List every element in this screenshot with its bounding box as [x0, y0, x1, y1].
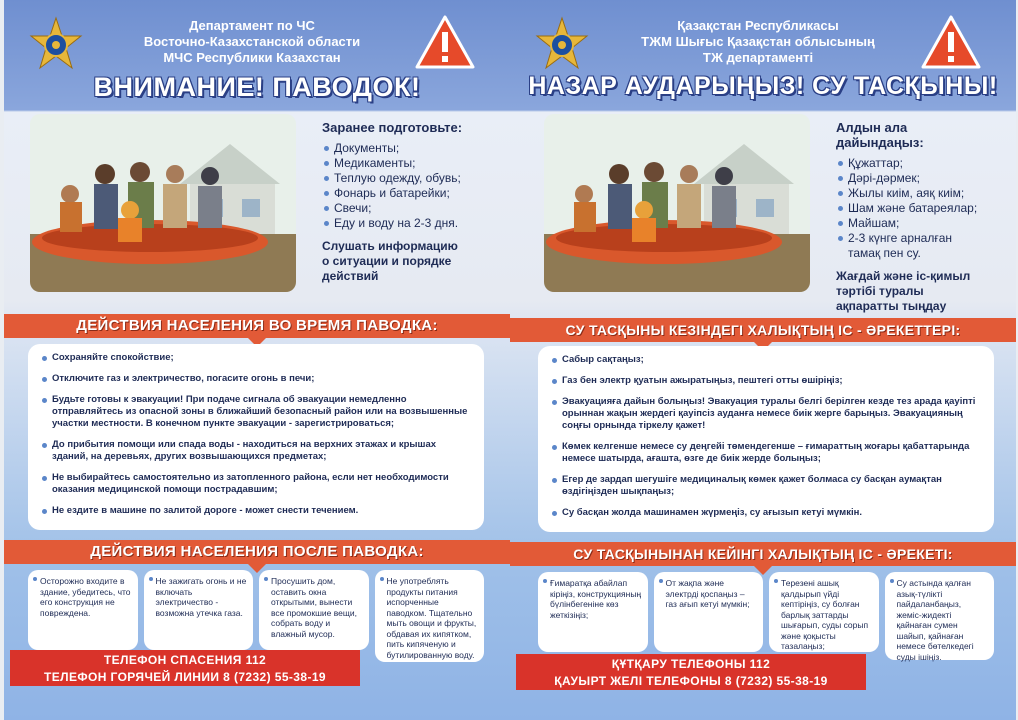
list-item: Документы;: [334, 141, 502, 156]
flood-rescue-illustration: [30, 114, 296, 292]
rescue-phone: ҚҰТҚАРУ ТЕЛЕФОНЫ 112: [611, 657, 771, 671]
list-item: Не ездите в машине по залитой дороге - может снести течением.: [42, 505, 472, 517]
department-line: ТЖ департаменті: [702, 50, 814, 65]
department-line: Қазақстан Республикасы: [677, 18, 839, 33]
department-name: [99, 18, 405, 66]
list-item: 2-3 күнге арналған тамақ пен су.: [848, 231, 968, 261]
preparation-title: Заранее подготовьте:: [322, 120, 463, 135]
phone-numbers-banner: [10, 650, 360, 686]
after-card: Просушить дом, оставить окна открытыми, вынести все промокшие вещи, собрать воду и влажный мусор.: [259, 570, 369, 650]
phone-numbers-banner: [516, 654, 866, 690]
preparation-block: [836, 120, 1006, 314]
list-item: Эвакуацияға дайын болыңыз! Эвакуация туралы белгі берілген кезде тез арада қауіпті орыннан жақын жердегі қауіпсіз ауданға немесе биік жерге барыңыз. Эвакуацияның соңғы орнында тіркелу қажет!: [552, 396, 982, 432]
list-item: Будьте готовы к эвакуации! При подаче сигнала об эвакуации немедленно отправляйтесь из опасной зоны в ближайший безопасный район или на возвышенные участки местности. В конечном пункте эвакуации - зарегистрироваться;: [42, 394, 472, 430]
after-card: Осторожно входите в здание, убедитесь, что его конструкция не повреждена.: [28, 570, 138, 650]
after-card: Не зажигать огонь и не включать электричество - возможна утечка газа.: [144, 570, 254, 650]
list-item: Газ бен электр қуатын ажыратыңыз, пештегі отты өшіріңіз;: [552, 375, 982, 387]
department-line: Департамент по ЧС: [189, 18, 315, 33]
list-item: Дәрі-дәрмек;: [848, 171, 1006, 186]
emergency-emblem-icon: [532, 16, 592, 76]
list-item: Сохраняйте спокойствие;: [42, 352, 472, 364]
list-item: До прибытия помощи или спада воды - находиться на верхних этажах и крышах зданий, на деревьях, других возвышающихся предметах;: [42, 439, 472, 463]
after-flood-title: ДЕЙСТВИЯ НАСЕЛЕНИЯ ПОСЛЕ ПАВОДКА:: [4, 540, 510, 564]
list-item: Фонарь и батарейки;: [334, 186, 502, 201]
preparation-block: [322, 120, 502, 284]
hotline-phone: ТЕЛЕФОН ГОРЯЧЕЙ ЛИНИИ 8 (7232) 55-38-19: [44, 670, 326, 684]
leaflet-russian: [4, 0, 510, 720]
during-flood-title: ДЕЙСТВИЯ НАСЕЛЕНИЯ ВО ВРЕМЯ ПАВОДКА:: [4, 314, 510, 338]
listen-info-text: Слушать информацию о ситуации и порядке действий: [322, 239, 458, 283]
leaflet-header: [510, 0, 1016, 110]
list-item: Теплую одежду, обувь;: [334, 171, 502, 186]
after-card: Не употреблять продукты питания испорченные паводком. Тщательно мыть овощи и фрукты, обдавая их кипятком, пить кипяченую и бутилированную воду.: [375, 570, 485, 662]
after-card: Терезені ашық қалдырып үйді кептіріңіз, су болған барлық заттарды шығарып, суды сорып және қоқысты тазалаңыз;: [769, 572, 879, 652]
list-item: Су басқан жолда машинамен жүрмеңіз, су ағызып кетуі мүмкін.: [552, 507, 982, 519]
listen-info-text: Жағдай және іс-қимыл тәртібі туралы ақпаратты тыңдау: [836, 269, 971, 313]
list-item: Свечи;: [334, 201, 502, 216]
department-name: [605, 18, 911, 66]
leaflet-header: [4, 0, 510, 110]
list-item: Жылы киім, аяқ киім;: [848, 186, 1006, 201]
preparation-list: [322, 141, 502, 231]
list-item: Сабыр сақтаңыз;: [552, 354, 982, 366]
during-flood-list: [538, 346, 994, 532]
list-item: Шам және батареялар;: [848, 201, 1006, 216]
list-item: Құжаттар;: [848, 156, 1006, 171]
list-item: Егер де зардап шегушіге медициналық көмек қажет болмаса су басқан аумақтан өздігіңізден шықпаңыз;: [552, 474, 982, 498]
during-flood-list: [28, 344, 484, 530]
after-card: От жақпа және электрді қоспаңыз – газ ағып кетуі мүмкін;: [654, 572, 764, 652]
list-item: Отключите газ и электричество, погасите огонь в печи;: [42, 373, 472, 385]
list-item: Көмек келгенше немесе су деңгейі төмендегенше – ғимараттың жоғары қабаттарында немесе шатырда, ағашта, өзге де биік жерде болыңыз;: [552, 441, 982, 465]
department-line: МЧС Республики Казахстан: [163, 50, 341, 65]
preparation-list: [836, 156, 1006, 261]
list-item: Не выбирайтесь самостоятельно из затопленного района, если нет необходимости оказания медицинской помощи пострадавшим;: [42, 472, 472, 496]
warning-icon: [920, 14, 982, 70]
after-card: Ғимаратқа абайлап кіріңіз, конструкцияның бүлінбегеніне көз жеткізіңіз;: [538, 572, 648, 652]
during-flood-title: СУ ТАСҚЫНЫ КЕЗІНДЕГІ ХАЛЫҚТЫҢ ІС - ӘРЕКЕТТЕРІ:: [510, 318, 1016, 342]
after-card: Су астында қалған азық-түлікті пайдаланбаңыз, жеміс-жидекті қайнаған сумен шайып, қайнаған немесе бөтелкедегі суды ішіңіз.: [885, 572, 995, 660]
leaflet-kazakh: [510, 0, 1016, 720]
list-item: Еду и воду на 2-3 дня.: [334, 216, 502, 231]
headline: ВНИМАНИЕ! ПАВОДОК!: [93, 72, 421, 102]
hotline-phone: ҚАУЫРТ ЖЕЛІ ТЕЛЕФОНЫ 8 (7232) 55-38-19: [554, 674, 828, 688]
rescue-phone: ТЕЛЕФОН СПАСЕНИЯ 112: [103, 653, 267, 667]
warning-icon: [414, 14, 476, 70]
list-item: Майшам;: [848, 216, 1006, 231]
department-line: Восточно-Казахстанской области: [143, 34, 361, 49]
preparation-title: Алдын ала дайындаңыз:: [836, 120, 924, 150]
after-flood-cards: [538, 572, 994, 662]
department-line: ТЖМ Шығыс Қазақстан облысының: [641, 34, 875, 49]
after-flood-title: СУ ТАСҚЫНЫНАН КЕЙІНГІ ХАЛЫҚТЫҢ ІС - ӘРЕКЕТІ:: [510, 542, 1016, 566]
flood-rescue-illustration: [544, 114, 810, 292]
emergency-emblem-icon: [26, 16, 86, 76]
list-item: Медикаменты;: [334, 156, 502, 171]
headline: НАЗАР АУДАРЫҢЫЗ! СУ ТАСҚЫНЫ!: [528, 72, 998, 100]
